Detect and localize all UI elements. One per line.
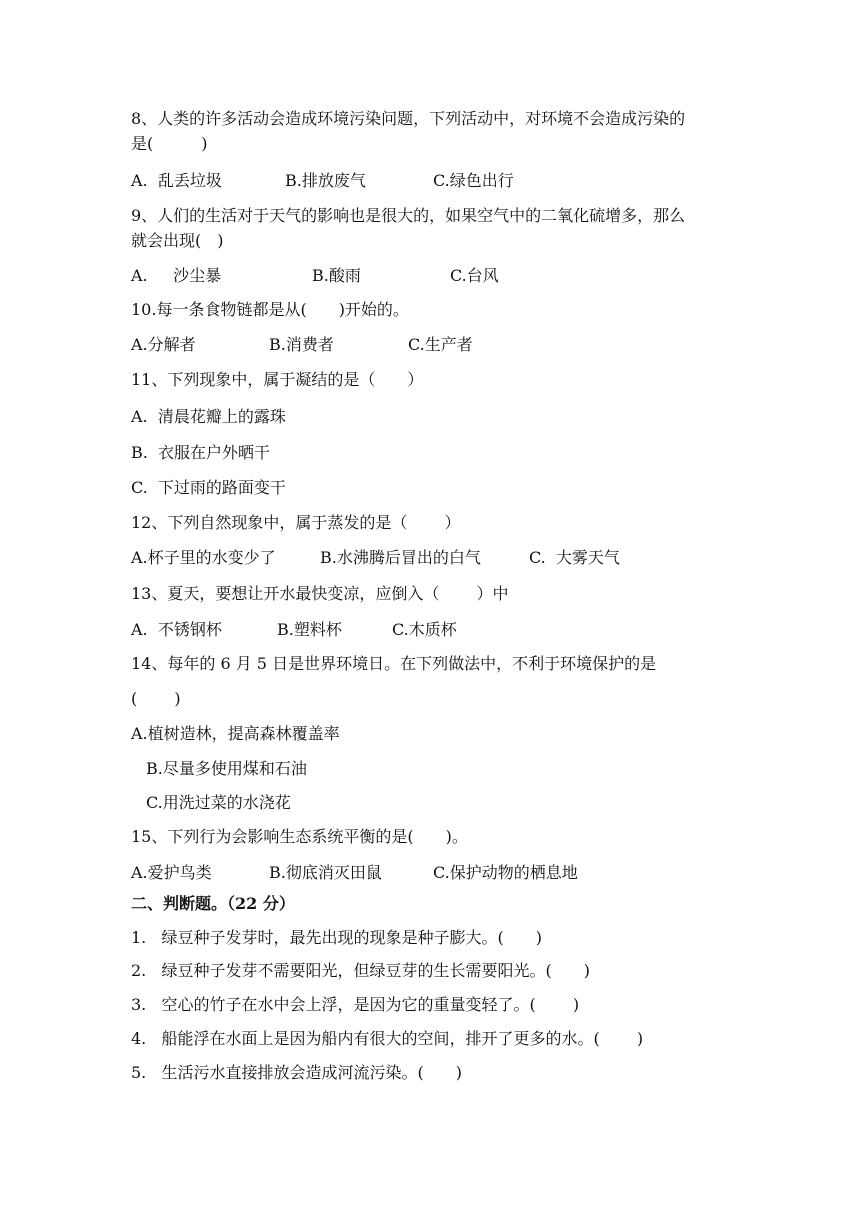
question-9-option-a: A. 沙尘暴 bbox=[131, 266, 222, 285]
question-11-option-a: A. 清晨花瓣上的露珠 bbox=[131, 407, 286, 426]
question-11-stem: 11、下列现象中，属于凝结的是（ ） bbox=[131, 370, 424, 389]
question-12-stem: 12、下列自然现象中，属于蒸发的是（ ） bbox=[131, 513, 461, 532]
question-8-stem-cont: 是( ) bbox=[131, 134, 208, 153]
question-12-option-a: A.杯子里的水变少了 bbox=[131, 548, 276, 567]
question-13-stem: 13、夏天，要想让开水最快变凉，应倒入（ ）中 bbox=[131, 584, 509, 603]
question-14-option-a: A.植树造林，提高森林覆盖率 bbox=[131, 724, 340, 743]
question-10-option-a: A.分解者 bbox=[131, 335, 196, 354]
question-15-stem: 15、下列行为会影响生态系统平衡的是( )。 bbox=[131, 827, 468, 846]
question-8-option-b: B.排放废气 bbox=[285, 171, 366, 190]
question-11-option-c: C. 下过雨的路面变干 bbox=[131, 478, 286, 497]
question-11-option-b: B. 衣服在户外晒干 bbox=[131, 443, 271, 462]
question-12-option-c: C. 大雾天气 bbox=[529, 548, 620, 567]
question-10-option-b: B.消费者 bbox=[269, 335, 334, 354]
question-14-stem-cont: ( ) bbox=[131, 689, 181, 708]
judgement-item-3: 3. 空心的竹子在水中会上浮，是因为它的重量变轻了。( ) bbox=[131, 995, 580, 1014]
question-14-stem: 14、每年的 6 月 5 日是世界环境日。在下列做法中，不利于环境保护的是 bbox=[131, 654, 657, 673]
question-15-option-b: B.彻底消灭田鼠 bbox=[269, 863, 382, 882]
question-13-option-b: B.塑料杯 bbox=[277, 620, 342, 639]
question-9-stem: 9、人们的生活对于天气的影响也是很大的，如果空气中的二氧化硫增多，那么 bbox=[131, 206, 686, 225]
question-9-option-b: B.酸雨 bbox=[312, 266, 361, 285]
judgement-item-5: 5. 生活污水直接排放会造成河流污染。( ) bbox=[131, 1063, 463, 1082]
question-15-option-a: A.爱护鸟类 bbox=[131, 863, 212, 882]
judgement-item-4: 4. 船能浮在水面上是因为船内有很大的空间，排开了更多的水。( ) bbox=[131, 1029, 644, 1048]
question-15-option-c: C.保护动物的栖息地 bbox=[433, 863, 578, 882]
question-9-stem-cont: 就会出现( ) bbox=[131, 231, 224, 250]
question-8-stem: 8、人类的许多活动会造成环境污染问题，下列活动中，对环境不会造成污染的 bbox=[131, 109, 686, 128]
question-13-option-a: A. 不锈钢杯 bbox=[131, 620, 222, 639]
section-2-title: 二、判断题。（22 分） bbox=[131, 894, 295, 913]
question-12-option-b: B.水沸腾后冒出的白气 bbox=[320, 548, 481, 567]
judgement-item-2: 2. 绿豆种子发芽不需要阳光，但绿豆芽的生长需要阳光。( ) bbox=[131, 961, 591, 980]
question-14-option-c: C.用洗过菜的水浇花 bbox=[146, 793, 291, 812]
question-13-option-c: C.木质杯 bbox=[392, 620, 457, 639]
judgement-item-1: 1. 绿豆种子发芽时，最先出现的现象是种子膨大。( ) bbox=[131, 928, 543, 947]
question-14-option-b: B.尽量多使用煤和石油 bbox=[146, 759, 307, 778]
question-10-option-c: C.生产者 bbox=[408, 335, 473, 354]
question-8-option-a: A. 乱丢垃圾 bbox=[131, 171, 222, 190]
question-8-option-c: C.绿色出行 bbox=[433, 171, 514, 190]
question-10-stem: 10.每一条食物链都是从( )开始的。 bbox=[131, 300, 409, 319]
question-9-option-c: C.台风 bbox=[450, 266, 499, 285]
